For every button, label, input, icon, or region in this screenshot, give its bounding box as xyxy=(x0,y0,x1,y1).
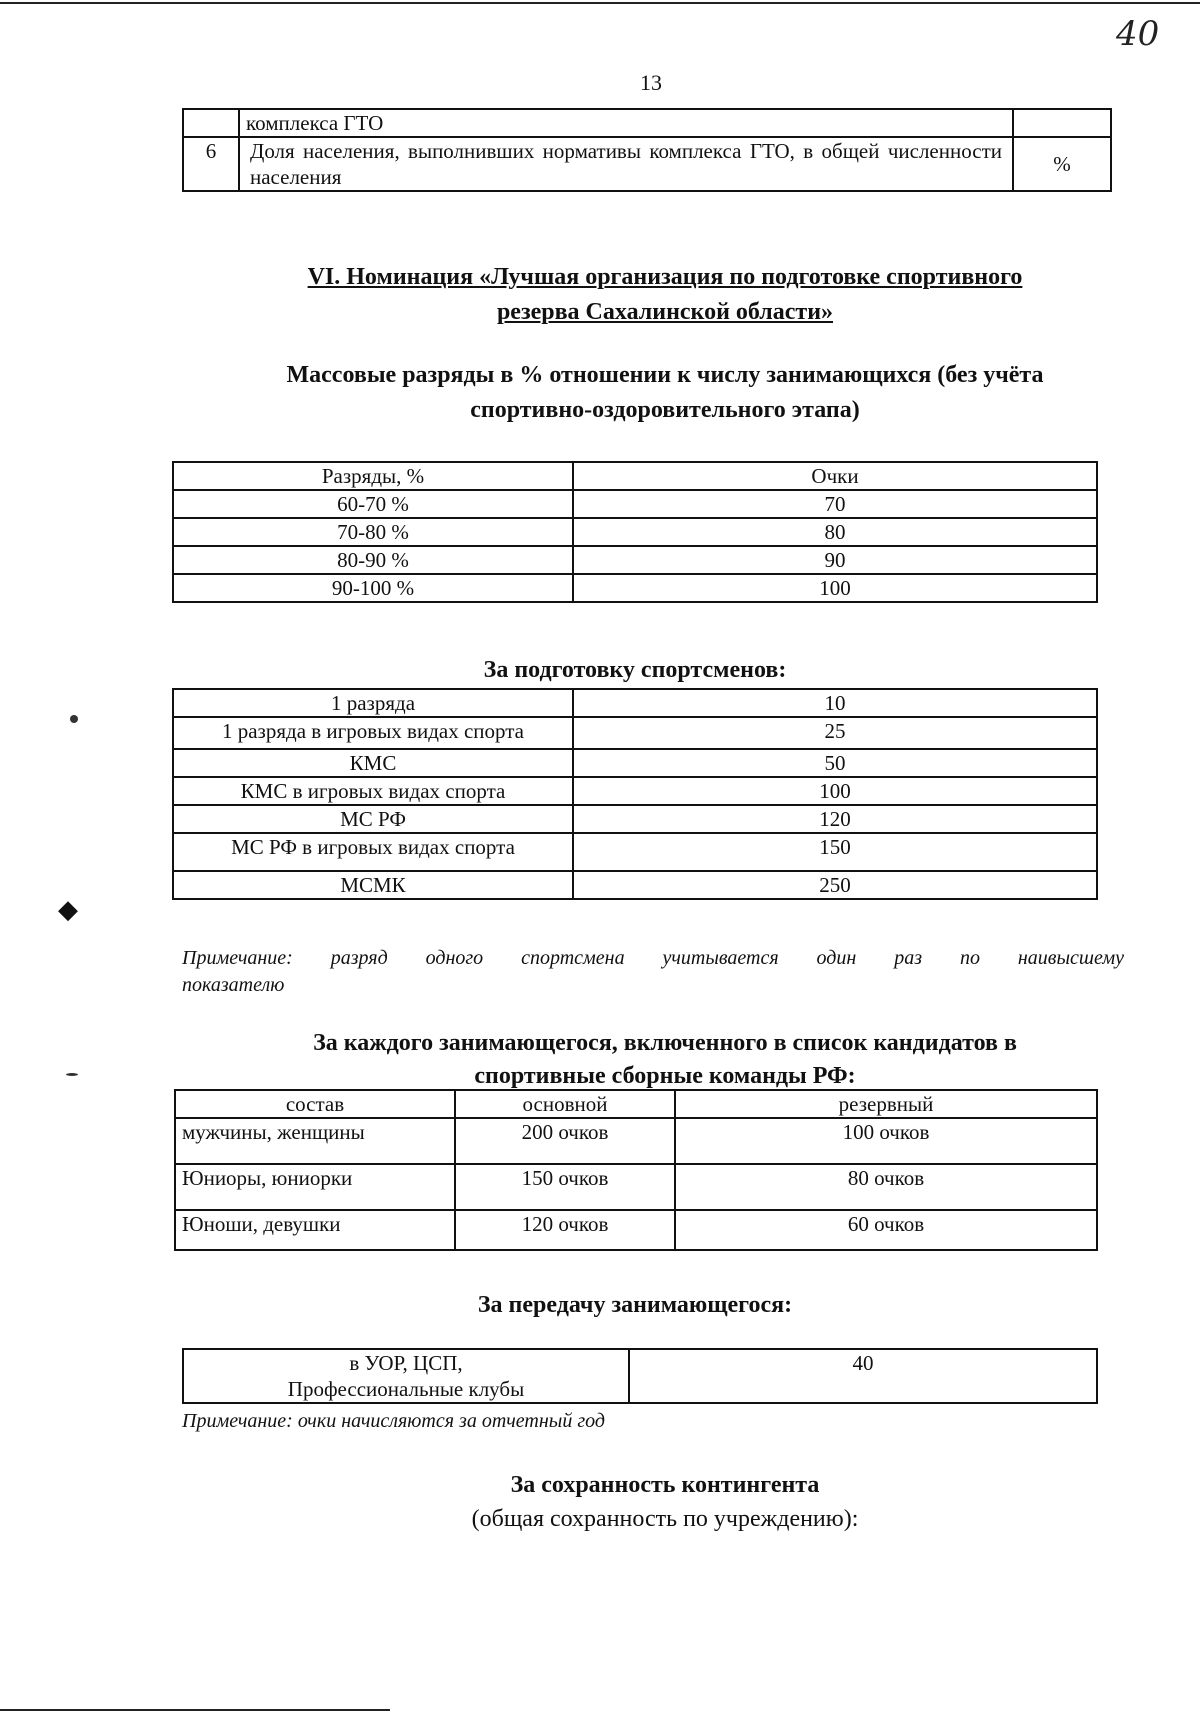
transfer-label-cell xyxy=(183,1349,629,1403)
note-line2: показателю xyxy=(182,974,285,996)
points-cell: 70 xyxy=(573,490,1097,518)
reserve-points-cell: 80 очков xyxy=(675,1164,1097,1210)
points-cell: 10 xyxy=(573,689,1097,717)
reserve-points-cell: 100 очков xyxy=(675,1118,1097,1164)
points-cell: 25 xyxy=(573,717,1097,749)
main-points-cell: 120 очков xyxy=(455,1210,675,1250)
table-row xyxy=(173,689,1097,717)
table-cell: комплекса ГТО xyxy=(239,109,1013,137)
table-row xyxy=(173,833,1097,871)
transfer-label-line1: в УОР, ЦСП, xyxy=(349,1351,463,1375)
table-row xyxy=(175,1118,1097,1164)
row-text: Доля населения, выполнивших нормативы комплекса ГТО, в общей численности населения xyxy=(250,139,1002,189)
table-row xyxy=(183,109,1111,137)
main-points-cell: 200 очков xyxy=(455,1118,675,1164)
top-table xyxy=(182,108,1112,192)
table-cell xyxy=(1013,109,1111,137)
header-cell: Очки xyxy=(573,462,1097,490)
row-number: 6 xyxy=(183,137,239,191)
group-cell: мужчины, женщины xyxy=(175,1118,455,1164)
note-line1 xyxy=(182,945,1124,972)
section-title-line1: VI. Номинация «Лучшая организация по подготовке спортивного xyxy=(307,264,1023,290)
note-label: Примечание: xyxy=(182,947,293,969)
athlete-prep-note xyxy=(182,945,1124,999)
mass-ranks-table xyxy=(172,461,1098,603)
scan-edge-line-top xyxy=(0,2,1200,4)
rank-cell: 70-80 % xyxy=(173,518,573,546)
mass-ranks-title-line2: спортивно-оздоровительного этапа) xyxy=(470,397,860,423)
points-cell: 80 xyxy=(573,518,1097,546)
national-teams-title-line2: спортивные сборные команды РФ: xyxy=(474,1063,856,1089)
transfer-table xyxy=(182,1348,1098,1404)
row-unit: % xyxy=(1013,137,1111,191)
points-cell: 100 xyxy=(573,777,1097,805)
table-row xyxy=(173,490,1097,518)
page-number: 13 xyxy=(640,70,662,95)
table-row xyxy=(183,1349,1097,1403)
table-row xyxy=(183,137,1111,191)
group-cell: Юниоры, юниорки xyxy=(175,1164,455,1210)
transfer-title: За передачу занимающегося: xyxy=(477,1292,793,1318)
table-row xyxy=(175,1164,1097,1210)
mass-ranks-title xyxy=(140,358,1190,428)
category-cell: КМС в игровых видах спорта xyxy=(173,777,573,805)
retention-title: За сохранность контингента xyxy=(510,1472,820,1498)
athlete-prep-title: За подготовку спортсменов: xyxy=(483,657,787,683)
category-cell: 1 разряда xyxy=(173,689,573,717)
points-cell: 100 xyxy=(573,574,1097,602)
retention-subtitle: (общая сохранность по учреждению): xyxy=(471,1506,859,1532)
transfer-label-line2: Профессиональные клубы xyxy=(287,1377,525,1401)
national-teams-title xyxy=(140,1026,1190,1091)
table-header-row xyxy=(175,1090,1097,1118)
reserve-points-cell: 60 очков xyxy=(675,1210,1097,1250)
header-cell: Разряды, % xyxy=(173,462,573,490)
athlete-prep-table xyxy=(172,688,1098,900)
table-header-row xyxy=(173,462,1097,490)
category-cell: МСМК xyxy=(173,871,573,899)
scan-mark-arrow: ◆ xyxy=(58,895,78,924)
header-cell: состав xyxy=(175,1090,455,1118)
rank-cell: 80-90 % xyxy=(173,546,573,574)
scan-edge-line-bottom xyxy=(0,1709,390,1711)
header-cell: основной xyxy=(455,1090,675,1118)
table-row xyxy=(173,518,1097,546)
table-row xyxy=(173,546,1097,574)
transfer-note: Примечание: очки начисляются за отчетный год xyxy=(182,1410,605,1432)
transfer-value-cell: 40 xyxy=(629,1349,1097,1403)
main-points-cell: 150 очков xyxy=(455,1164,675,1210)
category-cell: 1 разряда в игровых видах спорта xyxy=(173,717,573,749)
points-cell: 90 xyxy=(573,546,1097,574)
table-cell xyxy=(183,109,239,137)
points-cell: 150 xyxy=(573,833,1097,871)
table-row xyxy=(175,1210,1097,1250)
points-cell: 120 xyxy=(573,805,1097,833)
header-cell: резервный xyxy=(675,1090,1097,1118)
table-row xyxy=(173,574,1097,602)
handwritten-page-number: 40 xyxy=(1116,14,1160,54)
table-row xyxy=(173,777,1097,805)
points-cell: 50 xyxy=(573,749,1097,777)
section-title-line2: резерва Сахалинской области» xyxy=(496,299,834,325)
table-cell xyxy=(239,137,1013,191)
note-text: разряд одного спортсмена учитывается один раз по наивысшему xyxy=(330,947,1124,969)
mass-ranks-title-line1: Массовые разряды в % отношении к числу занимающихся (без учёта xyxy=(286,362,1044,388)
table-row xyxy=(173,749,1097,777)
rank-cell: 60-70 % xyxy=(173,490,573,518)
table-row xyxy=(173,871,1097,899)
scan-speck xyxy=(66,1073,78,1076)
table-row xyxy=(173,805,1097,833)
points-cell: 250 xyxy=(573,871,1097,899)
group-cell: Юноши, девушки xyxy=(175,1210,455,1250)
national-teams-table xyxy=(174,1089,1098,1251)
category-cell: МС РФ xyxy=(173,805,573,833)
category-cell: МС РФ в игровых видах спорта xyxy=(173,833,573,871)
national-teams-title-line1: За каждого занимающегося, включенного в список кандидатов в xyxy=(313,1030,1017,1056)
category-cell: КМС xyxy=(173,749,573,777)
rank-cell: 90-100 % xyxy=(173,574,573,602)
section-title xyxy=(140,260,1190,330)
table-row xyxy=(173,717,1097,749)
scan-speck xyxy=(70,715,78,723)
